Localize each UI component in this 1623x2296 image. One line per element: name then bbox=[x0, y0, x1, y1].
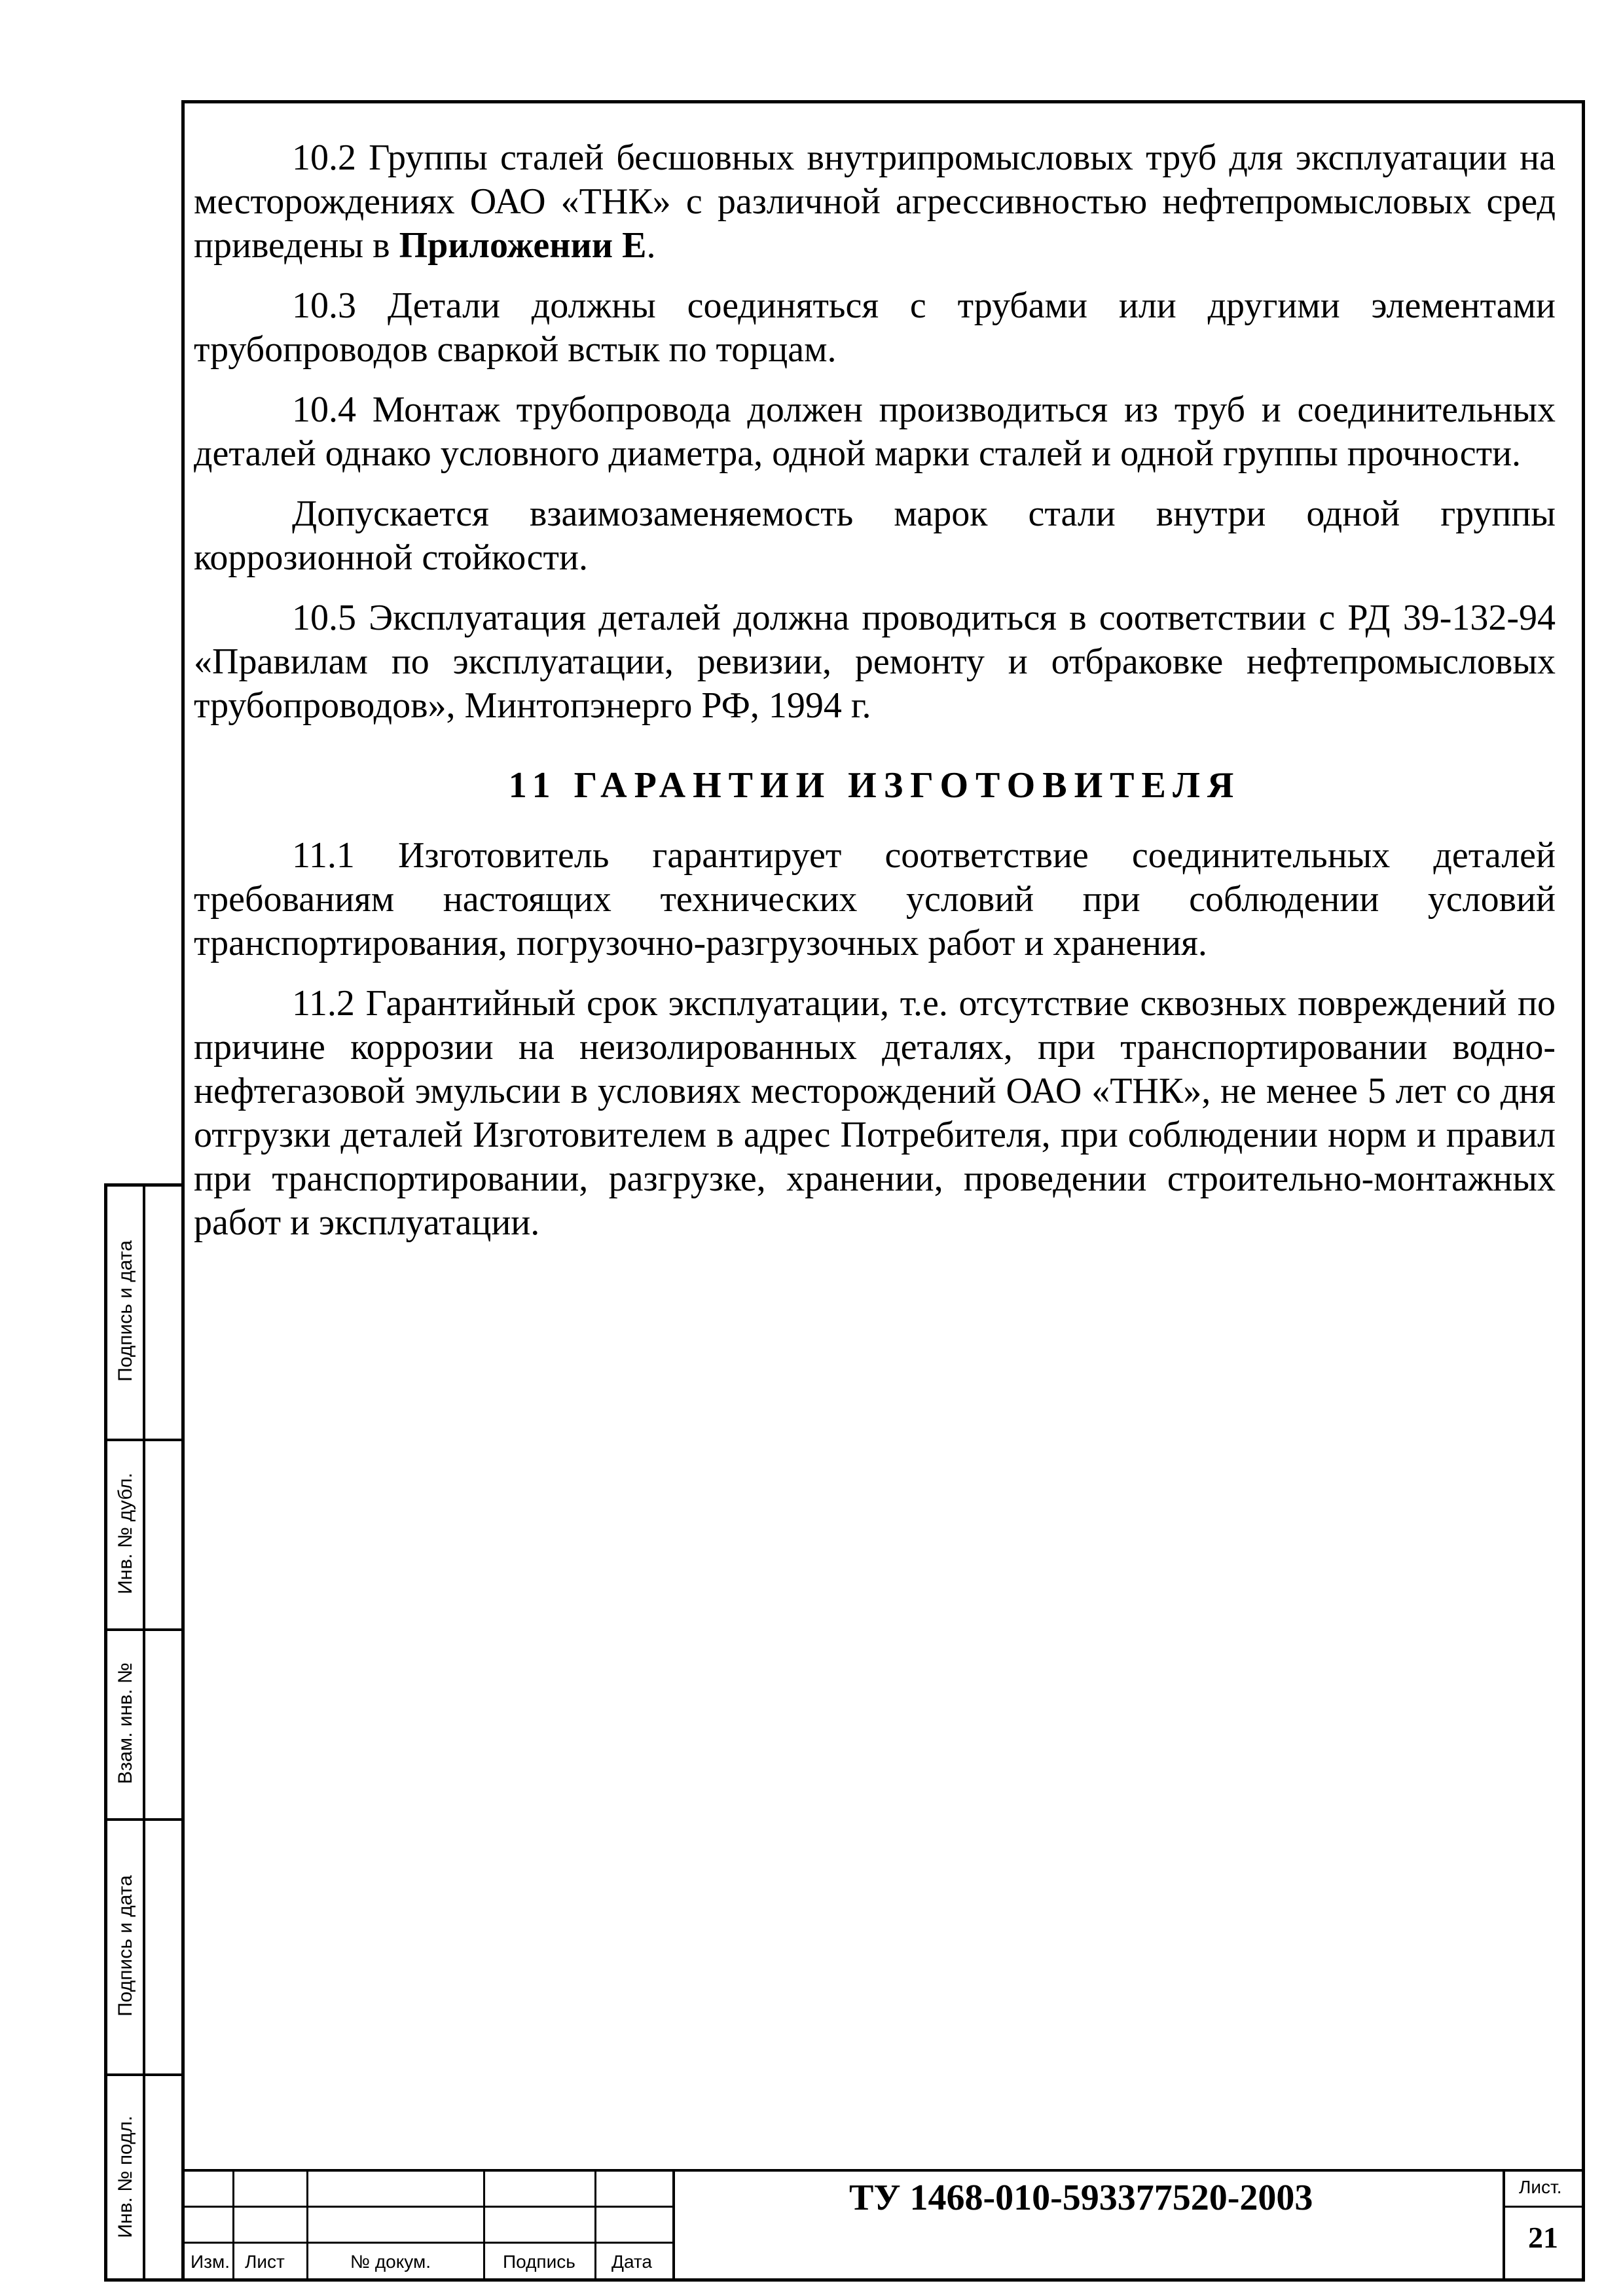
paragraph-text: 10.2 Группы сталей бесшовных внутрипромысловых труб для эксплуатации на месторождениях ОАО «ТНК» с различной агрессивностью нефтепромысловых сред приведены в bbox=[194, 137, 1556, 266]
col-signature-label: Подпись bbox=[503, 2251, 575, 2272]
paragraph-10-4: 10.4 Монтаж трубопровода должен производиться из труб и соединительных деталей однако условного диаметра, одной марки сталей и одной группы прочности. bbox=[194, 389, 1556, 474]
paragraph-10-5: 10.5 Эксплуатация деталей должна проводиться в соответствии с РД 39-132-94 «Правилам по эксплуатации, ревизии, ремонту и отбраковке нефтепромысловых трубопроводов», Минтопэнерго РФ, 1994 г. bbox=[194, 598, 1556, 726]
appendix-reference: Приложении Е bbox=[399, 225, 647, 266]
paragraph-10-3: 10.3 Детали должны соединяться с трубами или другими элементами трубопроводов сваркой встык по торцам. bbox=[194, 285, 1556, 370]
col-list-label: Лист bbox=[245, 2251, 285, 2272]
stamp-inv-dupl: Инв. № дубл. bbox=[115, 1473, 136, 1594]
document-body bbox=[194, 136, 1556, 1261]
paragraph-interchangeability: Допускается взаимозаменяемость марок стали внутри одной группы коррозионной стойкости. bbox=[194, 493, 1556, 578]
paragraph-10-2 bbox=[194, 136, 1556, 268]
paragraph-11-1: 11.1 Изготовитель гарантирует соответствие соединительных деталей требованиям настоящих технических условий при соблюдении условий транспортирования, погрузочно-разгрузочных работ и хранения. bbox=[194, 835, 1556, 963]
stamp-inv-podl: Инв. № подл. bbox=[115, 2115, 136, 2238]
section-heading: 11 ГАРАНТИИ ИЗГОТОВИТЕЛЯ bbox=[508, 765, 1241, 806]
col-izm-label: Изм. bbox=[191, 2251, 230, 2272]
paragraph-text-end: . bbox=[646, 225, 656, 266]
stamp-signature-date-1: Подпись и дата bbox=[115, 1240, 136, 1382]
paragraph-11-2: 11.2 Гарантийный срок эксплуатации, т.е. отсутствие сквозных повреждений по причине коррозии на неизолированных деталях, при транспортировании водно-нефтегазовой эмульсии в условиях месторождений ОАО «ТНК», не менее 5 лет со дня отгрузки деталей Изготовителем в адрес Потребителя, при соблюдении норм и правил при транспортировании, разгрузке, хранении, проведении строительно-монтажных работ и эксплуатации. bbox=[194, 983, 1556, 1243]
stamp-signature-date-2: Подпись и дата bbox=[115, 1875, 136, 2017]
stamp-vzam-inv: Взам. инв. № bbox=[115, 1662, 136, 1784]
sheet-label: Лист. bbox=[1519, 2177, 1562, 2197]
sheet-number: 21 bbox=[1528, 2221, 1558, 2254]
col-docnum-label: № докум. bbox=[350, 2251, 431, 2272]
document-code: ТУ 1468-010-593377520-2003 bbox=[849, 2178, 1313, 2218]
col-date-label: Дата bbox=[611, 2251, 653, 2272]
